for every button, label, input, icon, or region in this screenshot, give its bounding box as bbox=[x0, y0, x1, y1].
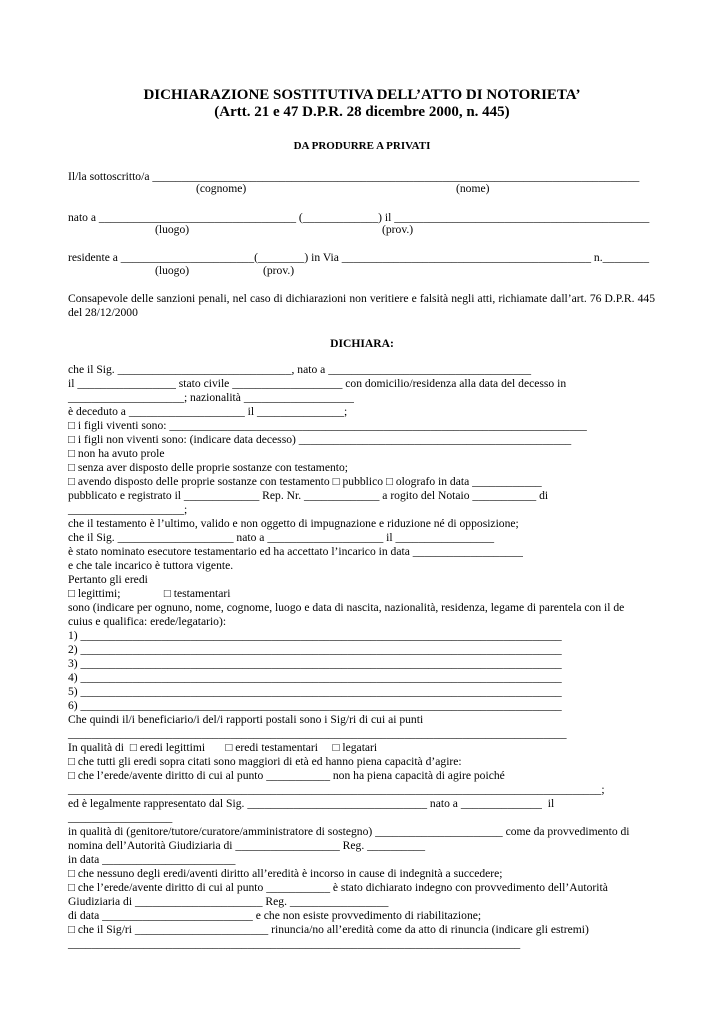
body-line: sono (indicare per ognuno, nome, cognome, luogo e data di nascita, nazionalità, residenza, legame di parentela con il de bbox=[68, 601, 625, 614]
document-title: DICHIARAZIONE SOSTITUTIVA DELL’ATTO DI NOTORIETA’ bbox=[143, 87, 581, 103]
dichiara-heading: DICHIARA: bbox=[330, 337, 394, 350]
body-line: 3) ___________________________________________________________________________________ bbox=[68, 657, 562, 670]
body-line: □ avendo disposto delle proprie sostanze con testamento □ pubblico □ olografo in data ____________ bbox=[68, 475, 542, 488]
body-line: □ che nessuno degli eredi/aventi diritto all’eredità è incorso in cause di indegnità a succedere; bbox=[68, 867, 503, 880]
body-line: il _________________ stato civile ___________________ con domicilio/residenza alla data del decesso in bbox=[68, 377, 567, 390]
body-line: pubblicato e registrato il _____________ Rep. Nr. _____________ a rogito del Notaio ___________ di bbox=[68, 489, 549, 502]
residenza-line: residente a _______________________(________) in Via ___________________________________________ n.________ bbox=[68, 251, 649, 264]
body-line: ____________________; nazionalità ___________________ bbox=[68, 391, 354, 404]
luogo-residenza-label: (luogo) bbox=[155, 264, 190, 277]
body-line: □ i figli non viventi sono: (indicare data decesso) _______________________________________________ bbox=[68, 433, 572, 446]
body-line: e che tale incarico è tuttora vigente. bbox=[68, 559, 234, 572]
body-line: 1) ___________________________________________________________________________________ bbox=[68, 629, 562, 642]
body-line: 2) ___________________________________________________________________________________ bbox=[68, 643, 562, 656]
body-line: che il testamento è l’ultimo, valido e non oggetto di impugnazione e riduzione né di opposizione; bbox=[68, 517, 519, 530]
body-line: □ senza aver disposto delle proprie sostanze con testamento; bbox=[68, 461, 349, 474]
body-line: ______________________________________________________________________________________ bbox=[68, 727, 567, 740]
body-line: □ non ha avuto prole bbox=[68, 447, 165, 460]
body-line: che il Sig. ____________________ nato a ____________________ il _________________ bbox=[68, 531, 495, 544]
luogo-label: (luogo) bbox=[155, 223, 190, 236]
body-line: 6) ___________________________________________________________________________________ bbox=[68, 699, 562, 712]
document-legal-reference: (Artt. 21 e 47 D.P.R. 28 dicembre 2000, n. 445) bbox=[214, 104, 510, 120]
nascita-line: nato a __________________________________ (_____________) il ____________________________________________ bbox=[68, 211, 650, 224]
body-line: □ che tutti gli eredi sopra citati sono maggiori di età ed hanno piena capacità d’agire: bbox=[68, 755, 462, 768]
prov-residenza-label: (prov.) bbox=[263, 264, 295, 277]
body-line: Pertanto gli eredi bbox=[68, 573, 148, 586]
document-subtitle: DA PRODURRE A PRIVATI bbox=[293, 140, 431, 152]
body-line: 4) ___________________________________________________________________________________ bbox=[68, 671, 562, 684]
body-line: in qualità di (genitore/tutore/curatore/amministratore di sostegno) ______________________ come da provvedimento di bbox=[68, 825, 630, 838]
body-line: è stato nominato esecutore testamentario ed ha accettato l’incarico in data ___________________ bbox=[68, 545, 523, 558]
body-line: ____________________________________________________________________________________________; bbox=[68, 783, 605, 796]
body-line: di data __________________________ e che non esiste provvedimento di riabilitazione; bbox=[68, 909, 482, 922]
body-line: Che quindi il/i beneficiario/i del/i rapporti postali sono i Sig/ri di cui ai punti bbox=[68, 713, 424, 726]
body-line: cuius e qualifica: erede/legatario): bbox=[68, 615, 227, 628]
body-line: che il Sig. ______________________________, nato a ___________________________________ bbox=[68, 363, 532, 376]
body-line: 5) ___________________________________________________________________________________ bbox=[68, 685, 562, 698]
body-line: nomina dell’Autorità Giudiziaria di __________________ Reg. __________ bbox=[68, 839, 426, 852]
sottoscritto-line: Il/la sottoscritto/a ____________________________________________________________________________________ bbox=[68, 170, 640, 183]
body-line: ______________________________________________________________________________ bbox=[68, 937, 521, 950]
body-line: □ che il Sig/ri _______________________ rinuncia/no all’eredità come da atto di rinuncia (indicare gli estremi) bbox=[68, 923, 589, 936]
body-line: □ legittimi; □ testamentari bbox=[68, 587, 231, 600]
body-line: □ che l’erede/avente diritto di cui al punto ___________ è stato dichiarato indegno con provvedimento dell’Autorità bbox=[68, 881, 608, 894]
body-line: in data _______________________ bbox=[68, 853, 236, 866]
cognome-label: (cognome) bbox=[196, 182, 247, 195]
body-line: ed è legalmente rappresentato dal Sig. _______________________________ nato a ______________ il bbox=[68, 797, 555, 810]
prov-label: (prov.) bbox=[382, 223, 414, 236]
body-line: □ i figli viventi sono: ________________________________________________________________________ bbox=[68, 419, 587, 432]
body-line: In qualità di □ eredi legittimi □ eredi testamentari □ legatari bbox=[68, 741, 378, 754]
body-line: Giudiziaria di ______________________ Reg. _________________ bbox=[68, 895, 389, 908]
body-line: ____________________; bbox=[68, 503, 188, 516]
consapevole-paragraph: Consapevole delle sanzioni penali, nel caso di dichiarazioni non veritiere e falsità negli atti, richiamate dall’art. 76 D.P.R. 445 del 28/12/2000 bbox=[68, 292, 655, 319]
body-line: □ che l’erede/avente diritto di cui al punto ___________ non ha piena capacità di agire poiché bbox=[68, 769, 505, 782]
nome-label: (nome) bbox=[456, 182, 490, 195]
body-line: è deceduto a ____________________ il _______________; bbox=[68, 405, 348, 418]
body-line: __________________ bbox=[68, 811, 173, 824]
